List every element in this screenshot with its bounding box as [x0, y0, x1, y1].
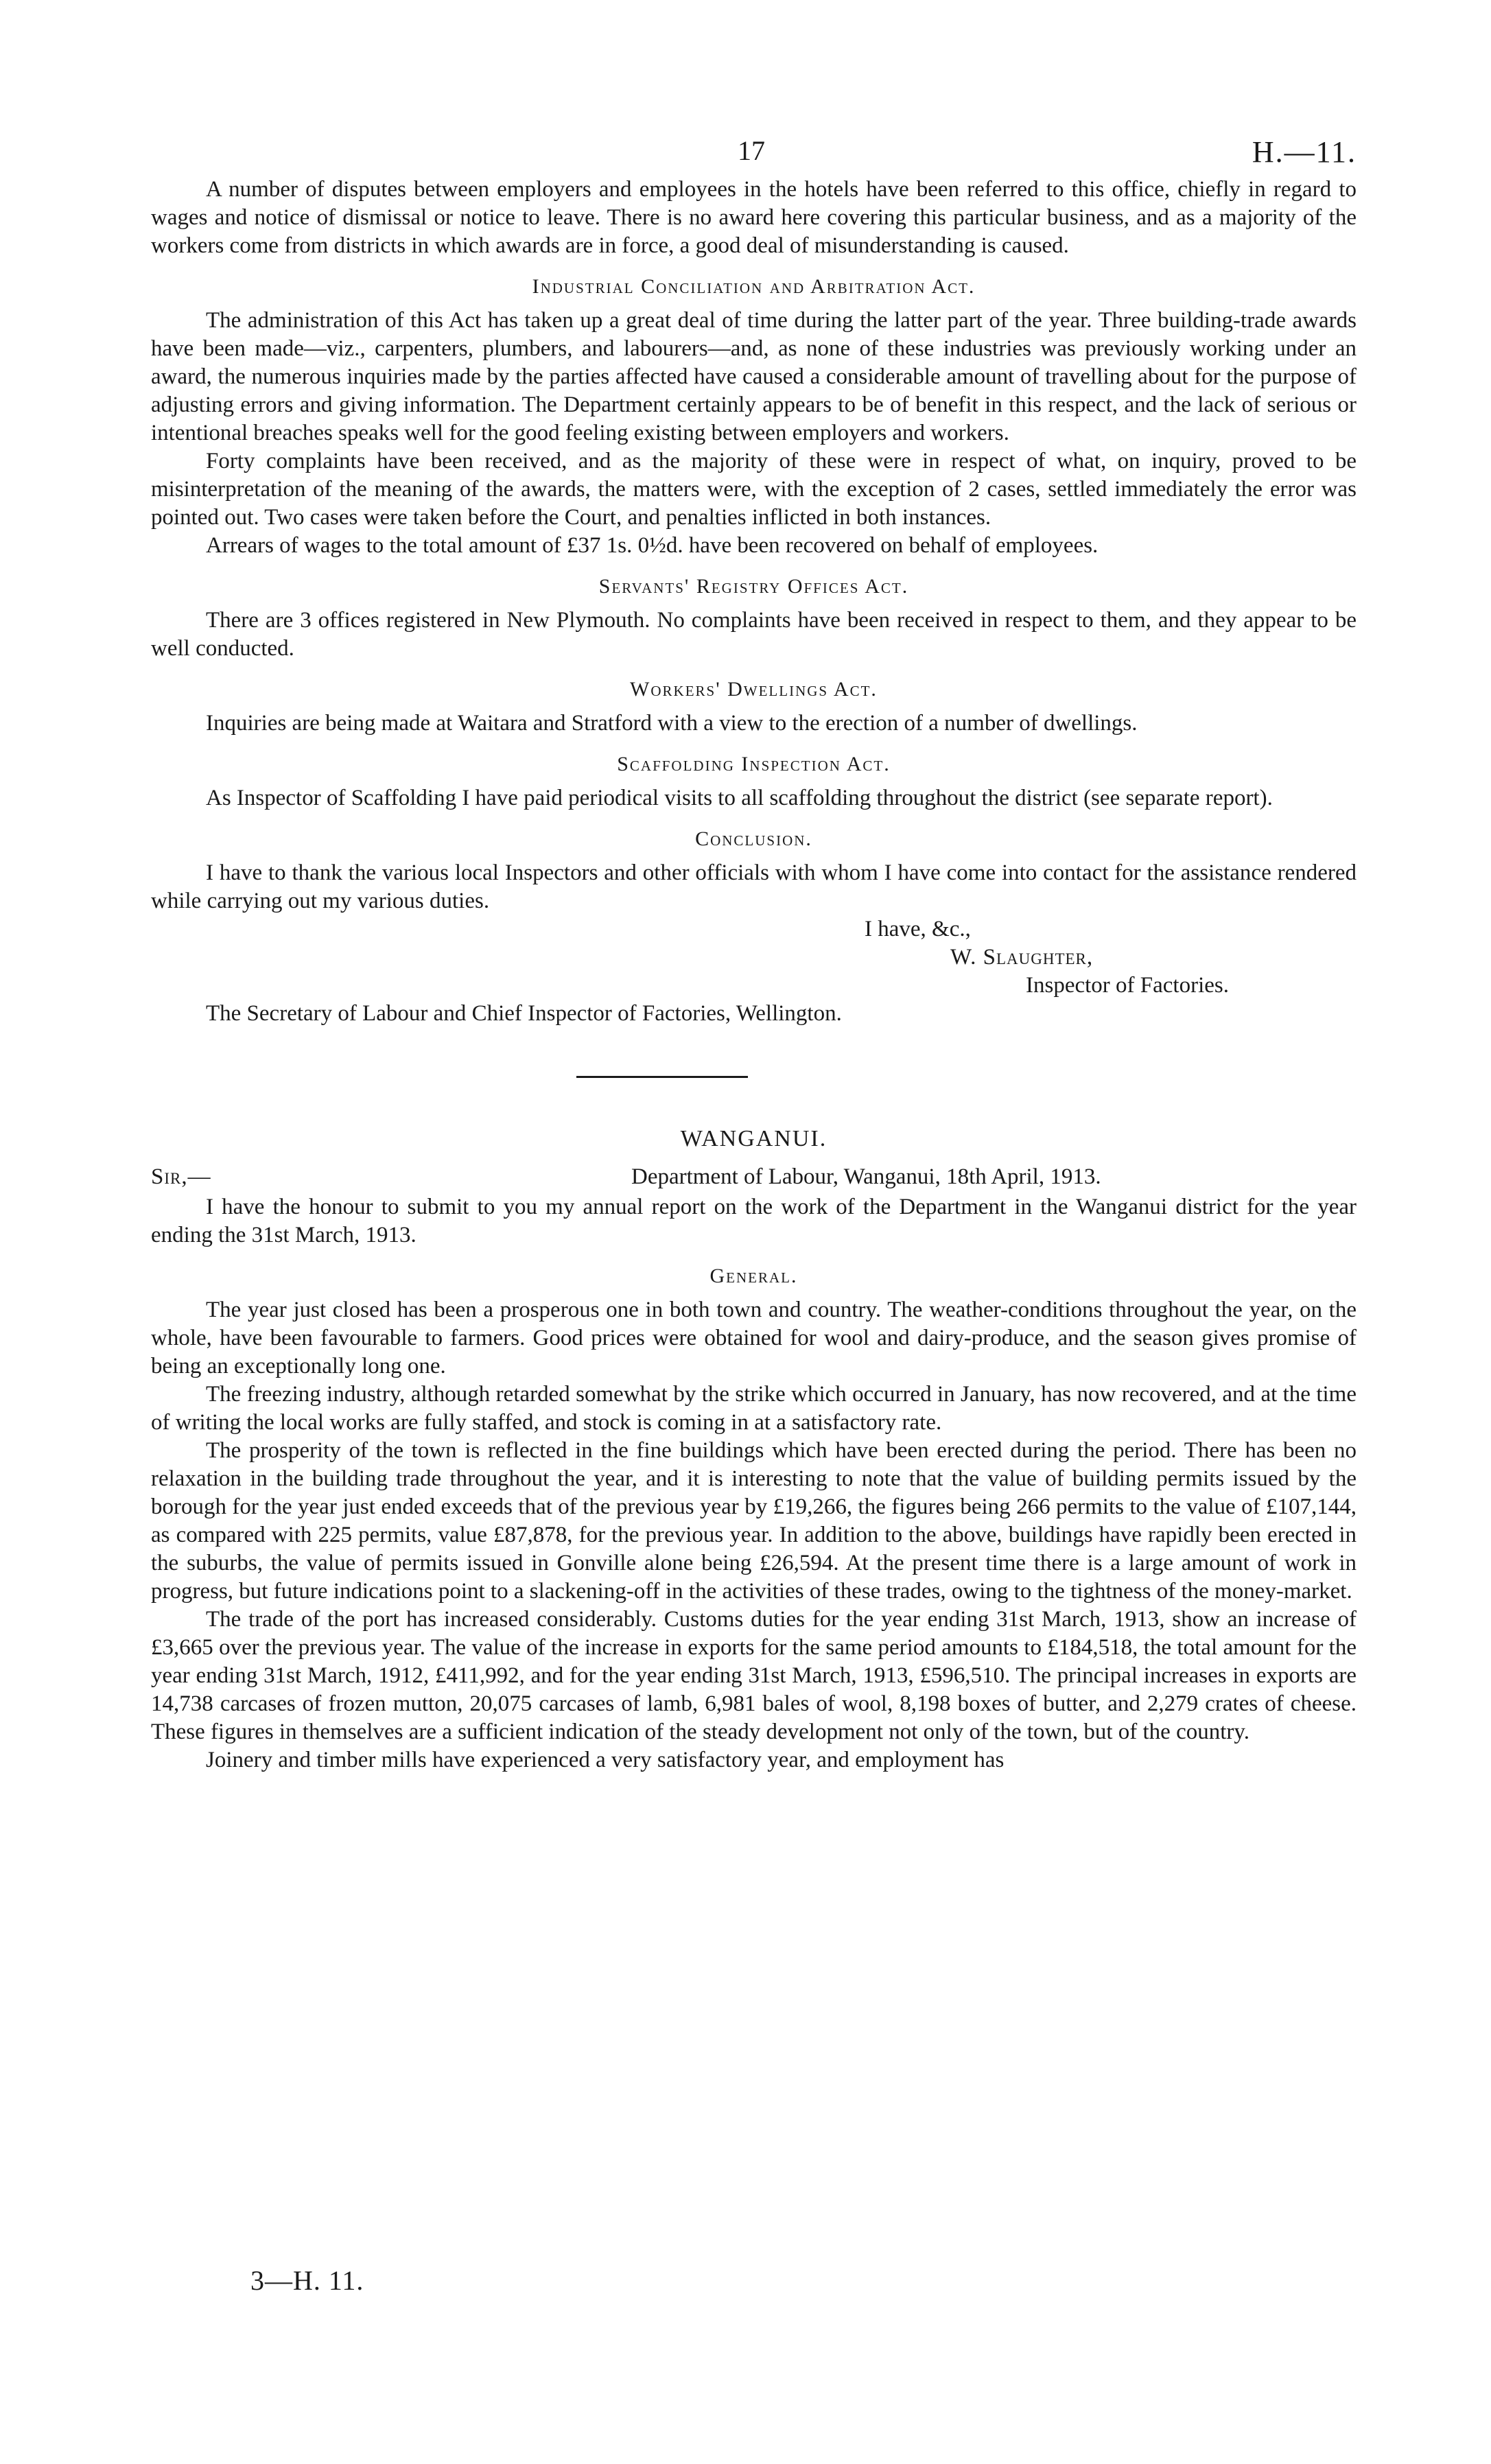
paragraph-workers-dwellings: Inquiries are being made at Waitara and Stratford with a view to the erection of a number of dwellings. [206, 711, 1138, 736]
dateline: Department of Labour, Wanganui, 18th April, 1913. [631, 1164, 1101, 1189]
paragraph-scaffolding: As Inspector of Scaffolding I have paid periodical visits to all scaffolding throughout the district (see separate report). [206, 786, 1273, 810]
paragraph-hotel-disputes: A number of disputes between employers and employees in the hotels have been referred to this office, chiefly in regard to wages and notice of dismissal or notice to leave. There is no award here covering this particular business, and as a majority of the workers come from districts in which awards are in force, a good deal of misunderstanding is caused. [151, 177, 1357, 258]
paragraph-intro: I have the honour to submit to you my annual report on the work of the Department in the Wanganui district for the year ending the 31st March, 1913. [151, 1195, 1357, 1247]
paragraph-icaa-administration: The administration of this Act has taken up a great deal of time during the latter part of the year. Three building-trade awards have been made—viz., carpenters, plumbers, and labourers—and, as none of these industries was previously working under an award, the numerous inquiries made by the parties affected have caused a considerable amount of travelling about for the purpose of adjusting errors and giving information. The Department certainly appears to be of benefit in this respect, and the lack of serious or intentional breaches speaks well for the good feeling existing between employers and workers. [151, 308, 1357, 445]
addressee-line: The Secretary of Labour and Chief Inspector of Factories, Wellington. [206, 1001, 842, 1026]
heading-servants-registry: Servants' Registry Offices Act. [598, 575, 909, 598]
paragraph-general-buildings: The prosperity of the town is reflected in the fine buildings which have been erected during the period. There has been no relaxation in the building trade throughout the year, and it is interesting to note that the value of building permits issued by the borough for the year just ended exceeds that of the previous year by £19,266, the figures being 266 permits to the value of £107,144, as compared with 225 permits, value £87,878, for the previous year. In addition to the above, buildings have rapidly been erected in the suburbs, the value of permits issued in Gonville alone being £26,594. At the present time there is a large amount of work in progress, but future indications point to a slackening-off in the activities of these trades, owing to the tightness of the money-market. [151, 1438, 1357, 1604]
sheet-reference: 3—H. 11. [250, 2265, 364, 2296]
paragraph-icaa-complaints: Forty complaints have been received, and as the majority of these were in respect of what, on inquiry, proved to be misinterpretation of the meaning of the awards, the matters were, with the exception of 2 cases, settled immediately the error was pointed out. Two cases were taken before the Court, and penalties inflicted in both instances. [151, 449, 1357, 530]
document-page [151, 134, 1357, 1774]
paragraph-general-freezing: The freezing industry, although retarded somewhat by the strike which occurred in January, has now recovered, and at the time of writing the local works are fully staffed, and stock is coming in at a satisfactory rate. [151, 1382, 1357, 1435]
heading-scaffolding: Scaffolding Inspection Act. [617, 753, 891, 775]
paragraph-general-joinery: Joinery and timber mills have experienced a very satisfactory year, and employment has [206, 1748, 1005, 1772]
salutation-line [151, 1164, 1357, 1193]
paragraph-general-year: The year just closed has been a prosperous one in both town and country. The weather-conditions throughout the year, on the whole, have been favourable to farmers. Good prices were obtained for wool and dairy-produce, and the season gives promise of being an exceptionally long one. [151, 1298, 1357, 1378]
paragraph-servants-registry: There are 3 offices registered in New Plymouth. No complaints have been received in respect to them, and they appear to be well conducted. [151, 608, 1357, 661]
paragraph-conclusion: I have to thank the various local Inspectors and other officials with whom I have come into contact for the assistance rendered while carrying out my various duties. [151, 860, 1357, 913]
sign-title: Inspector of Factories. [1026, 973, 1229, 998]
paragraph-icaa-arrears: Arrears of wages to the total amount of £37 1s. 0½d. have been recovered on behalf of employees. [206, 533, 1099, 558]
page-header [151, 134, 1357, 176]
page-number: 17 [738, 135, 765, 166]
heading-icaa: Industrial Conciliation and Arbitration Act. [532, 275, 976, 298]
salutation: Sir,— [151, 1164, 211, 1189]
section-divider [576, 1076, 748, 1078]
heading-conclusion: Conclusion. [695, 828, 812, 850]
paragraph-general-port: The trade of the port has increased considerably. Customs duties for the year ending 31st March, 1913, show an increase of £3,665 over the previous year. The value of the increase in exports for the same period amounts to £184,518, the total amount for the year ending 31st March, 1912, £411,992, and for the year ending 31st March, 1913, £596,510. The principal increases in exports are 14,738 carcases of frozen mutton, 20,075 carcases of lamb, 6,981 bales of wool, 8,198 boxes of butter, and 2,279 crates of cheese. These figures in themselves are a sufficient indication of the steady development not only of the town, but of the country. [151, 1607, 1357, 1744]
heading-general: General. [709, 1265, 798, 1287]
sign-closing: I have, &c., [865, 917, 971, 941]
heading-workers-dwellings: Workers' Dwellings Act. [630, 678, 878, 701]
signature-block [151, 915, 1357, 1000]
sign-name: W. Slaughter, [950, 945, 1094, 970]
document-reference: H.—11. [1252, 135, 1357, 169]
district-title: WANGANUI. [680, 1126, 827, 1151]
